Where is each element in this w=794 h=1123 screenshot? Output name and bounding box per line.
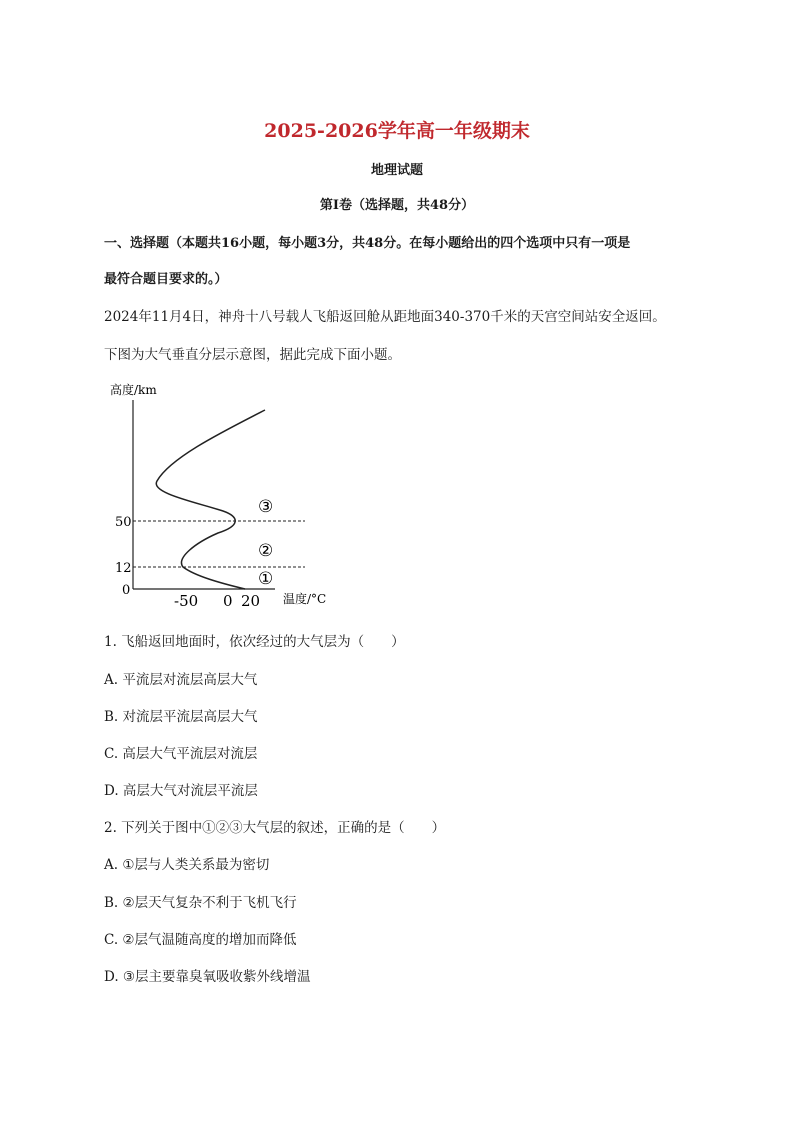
atmosphere-layer-diagram (100, 378, 340, 614)
exam-subtitle: 地理试题 (370, 163, 423, 178)
layer-label-3: ③ (258, 497, 274, 517)
exam-title: 2025-2026学年高一年级期末 (264, 120, 530, 142)
volume-heading: 第Ⅰ卷（选择题，共48分） (319, 198, 475, 213)
x-tick-20: 20 (241, 592, 261, 610)
question-2-option-c[interactable]: C. ②层气温随高度的增加而降低 (104, 932, 297, 948)
question-2-option-b[interactable]: B. ②层天气复杂不利于飞机飞行 (104, 895, 297, 911)
passage-line1: 2024年11月4日，神舟十八号载人飞船返回舱从距地面340-370千米的天宫空间站安全返回。 (104, 309, 666, 325)
section-instruction-line2: 最符合题目要求的。） (104, 272, 228, 287)
x-tick-0: 0 (223, 592, 233, 610)
question-2-option-d[interactable]: D. ③层主要靠臭氧吸收紫外线增温 (104, 969, 311, 985)
question-2-stem: 2. 下列关于图中①②③大气层的叙述，正确的是（ ） (104, 820, 446, 836)
question-1-option-d[interactable]: D. 高层大气对流层平流层 (104, 783, 258, 799)
x-axis-label: 温度/°C (283, 592, 327, 606)
passage-line2: 下图为大气垂直分层示意图，据此完成下面小题。 (104, 347, 401, 363)
y-axis-label: 高度/km (110, 383, 157, 397)
layer-label-1: ① (258, 569, 274, 589)
y-tick-0: 0 (122, 583, 131, 598)
question-1-option-a[interactable]: A. 平流层对流层高层大气 (104, 672, 258, 688)
question-1-stem: 1. 飞船返回地面时，依次经过的大气层为（ ） (104, 634, 405, 650)
question-1-option-c[interactable]: C. 高层大气平流层对流层 (104, 746, 258, 762)
temperature-curve (156, 410, 265, 589)
y-tick-12: 12 (115, 561, 132, 576)
layer-label-2: ② (258, 541, 274, 561)
question-2-option-a[interactable]: A. ①层与人类关系最为密切 (104, 857, 270, 873)
question-1-option-b[interactable]: B. 对流层平流层高层大气 (104, 709, 258, 725)
section-instruction-line1: 一、选择题（本题共16小题，每小题3分，共48分。在每小题给出的四个选项中只有一项是 (104, 236, 631, 251)
x-tick-minus50: -50 (174, 592, 199, 610)
y-tick-50: 50 (115, 515, 132, 530)
